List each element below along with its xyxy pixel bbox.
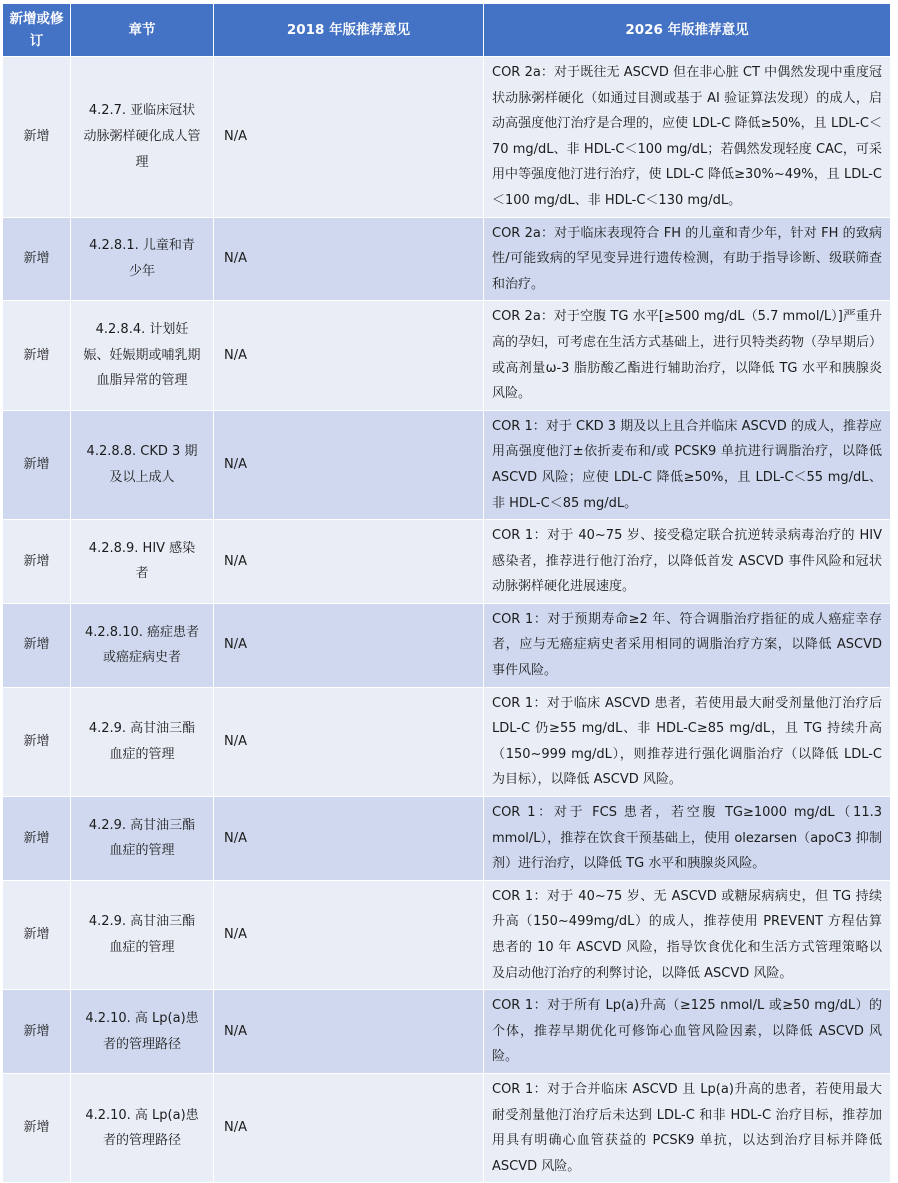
table-row — [3, 880, 891, 989]
cell-2018: N/A — [214, 217, 484, 301]
header-2026: 2026 年版推荐意见 — [484, 4, 891, 57]
cell-2026: COR 1：对于临床 ASCVD 患者，若使用最大耐受剂量他汀治疗后 LDL-C 仍≥55 mg/dL、非 HDL-C≥85 mg/dL，且 TG 持续升高（150~999 mg/dL），则推荐进行强化调脂治疗（以降低 LDL-C 为目标），以降低 ASCVD 风险。 — [484, 687, 891, 796]
cell-2026: COR 1：对于 FCS 患者，若空腹 TG≥1000 mg/dL（11.3 mmol/L），推荐在饮食干预基础上，使用 olezarsen（apoC3 抑制剂）进行治疗，以降低 TG 水平和胰腺炎风险。 — [484, 797, 891, 881]
cell-type: 新增 — [3, 57, 71, 218]
cell-section: 4.2.8.9. HIV 感染者 — [71, 520, 214, 604]
cell-type: 新增 — [3, 797, 71, 881]
cell-2026: COR 2a：对于临床表现符合 FH 的儿童和青少年，针对 FH 的致病性/可能致病的罕见变异进行遗传检测，有助于指导诊断、级联筛查和治疗。 — [484, 217, 891, 301]
cell-2026: COR 2a：对于既往无 ASCVD 但在非心脏 CT 中偶然发现中重度冠状动脉粥样硬化（如通过目测或基于 AI 验证算法发现）的成人，启动高强度他汀治疗是合理的，应使 LDL-C 降低≥50%，且 LDL-C＜70 mg/dL、非 HDL-C＜100 mg/dL；若偶然发现轻度 CAC，可采用中等强度他汀进行治疗，使 LDL-C 降低≥30%~49%，且 LDL-C＜100 mg/dL、非 HDL-C＜130 mg/dL。 — [484, 57, 891, 218]
table-row — [3, 990, 891, 1074]
cell-section: 4.2.7. 亚临床冠状动脉粥样硬化成人管理 — [71, 57, 214, 218]
cell-2018: N/A — [214, 301, 484, 410]
cell-type: 新增 — [3, 1073, 71, 1182]
cell-section: 4.2.8.1. 儿童和青少年 — [71, 217, 214, 301]
cell-section: 4.2.9. 高甘油三酯血症的管理 — [71, 880, 214, 989]
cell-2018: N/A — [214, 1073, 484, 1182]
table-row — [3, 520, 891, 604]
cell-type: 新增 — [3, 520, 71, 604]
cell-type: 新增 — [3, 301, 71, 410]
cell-section: 4.2.8.10. 癌症患者或癌症病史者 — [71, 603, 214, 687]
cell-2026: COR 1：对于 CKD 3 期及以上且合并临床 ASCVD 的成人，推荐应用高强度他汀±依折麦布和/或 PCSK9 单抗进行调脂治疗，以降低 ASCVD 风险；应使 LDL-C 降低≥50%，且 LDL-C＜55 mg/dL、非 HDL-C＜85 mg/dL。 — [484, 410, 891, 519]
header-section: 章节 — [71, 4, 214, 57]
table-row — [3, 797, 891, 881]
header-2018: 2018 年版推荐意见 — [214, 4, 484, 57]
cell-2018: N/A — [214, 990, 484, 1074]
table-row — [3, 687, 891, 796]
cell-2026: COR 1：对于所有 Lp(a)升高（≥125 nmol/L 或≥50 mg/dL）的个体，推荐早期优化可修饰心血管风险因素，以降低 ASCVD 风险。 — [484, 990, 891, 1074]
cell-2018: N/A — [214, 520, 484, 604]
cell-section: 4.2.9. 高甘油三酯血症的管理 — [71, 797, 214, 881]
cell-2026: COR 1：对于 40~75 岁、无 ASCVD 或糖尿病病史，但 TG 持续升高（150~499mg/dL）的成人，推荐使用 PREVENT 方程估算患者的 10 年 ASCVD 风险，指导饮食优化和生活方式管理策略以及启动他汀治疗的利弊讨论，以降低 ASCVD 风险。 — [484, 880, 891, 989]
cell-type: 新增 — [3, 217, 71, 301]
cell-type: 新增 — [3, 410, 71, 519]
cell-type: 新增 — [3, 990, 71, 1074]
table-row — [3, 603, 891, 687]
table-row — [3, 301, 891, 410]
cell-2018: N/A — [214, 57, 484, 218]
table-row — [3, 410, 891, 519]
cell-2018: N/A — [214, 410, 484, 519]
cell-type: 新增 — [3, 687, 71, 796]
header-type: 新增或修订 — [3, 4, 71, 57]
table-row — [3, 217, 891, 301]
cell-2026: COR 1：对于 40~75 岁、接受稳定联合抗逆转录病毒治疗的 HIV 感染者，推荐进行他汀治疗，以降低首发 ASCVD 事件风险和冠状动脉粥样硬化进展速度。 — [484, 520, 891, 604]
cell-2026: COR 1：对于合并临床 ASCVD 且 Lp(a)升高的患者，若使用最大耐受剂量他汀治疗后未达到 LDL-C 和非 HDL-C 治疗目标，推荐加用具有明确心血管获益的 PCSK9 单抗，以达到治疗目标并降低 ASCVD 风险。 — [484, 1073, 891, 1182]
cell-2026: COR 1：对于预期寿命≥2 年、符合调脂治疗指征的成人癌症幸存者，应与无癌症病史者采用相同的调脂治疗方案，以降低 ASCVD 事件风险。 — [484, 603, 891, 687]
cell-2018: N/A — [214, 880, 484, 989]
cell-type: 新增 — [3, 603, 71, 687]
cell-section: 4.2.10. 高 Lp(a)患者的管理路径 — [71, 1073, 214, 1182]
cell-2018: N/A — [214, 687, 484, 796]
cell-2026: COR 2a：对于空腹 TG 水平[≥500 mg/dL（5.7 mmol/L）]严重升高的孕妇，可考虑在生活方式基础上，进行贝特类药物（孕早期后）或高剂量ω-3 脂肪酸乙酯进行辅助治疗，以降低 TG 水平和胰腺炎风险。 — [484, 301, 891, 410]
table-row — [3, 1073, 891, 1182]
cell-2018: N/A — [214, 797, 484, 881]
table-header-row — [3, 4, 891, 57]
cell-section: 4.2.8.8. CKD 3 期及以上成人 — [71, 410, 214, 519]
cell-section: 4.2.10. 高 Lp(a)患者的管理路径 — [71, 990, 214, 1074]
table-row — [3, 57, 891, 218]
cell-section: 4.2.9. 高甘油三酯血症的管理 — [71, 687, 214, 796]
guideline-comparison-table — [2, 3, 891, 1183]
cell-2018: N/A — [214, 603, 484, 687]
cell-type: 新增 — [3, 880, 71, 989]
cell-section: 4.2.8.4. 计划妊娠、妊娠期或哺乳期血脂异常的管理 — [71, 301, 214, 410]
